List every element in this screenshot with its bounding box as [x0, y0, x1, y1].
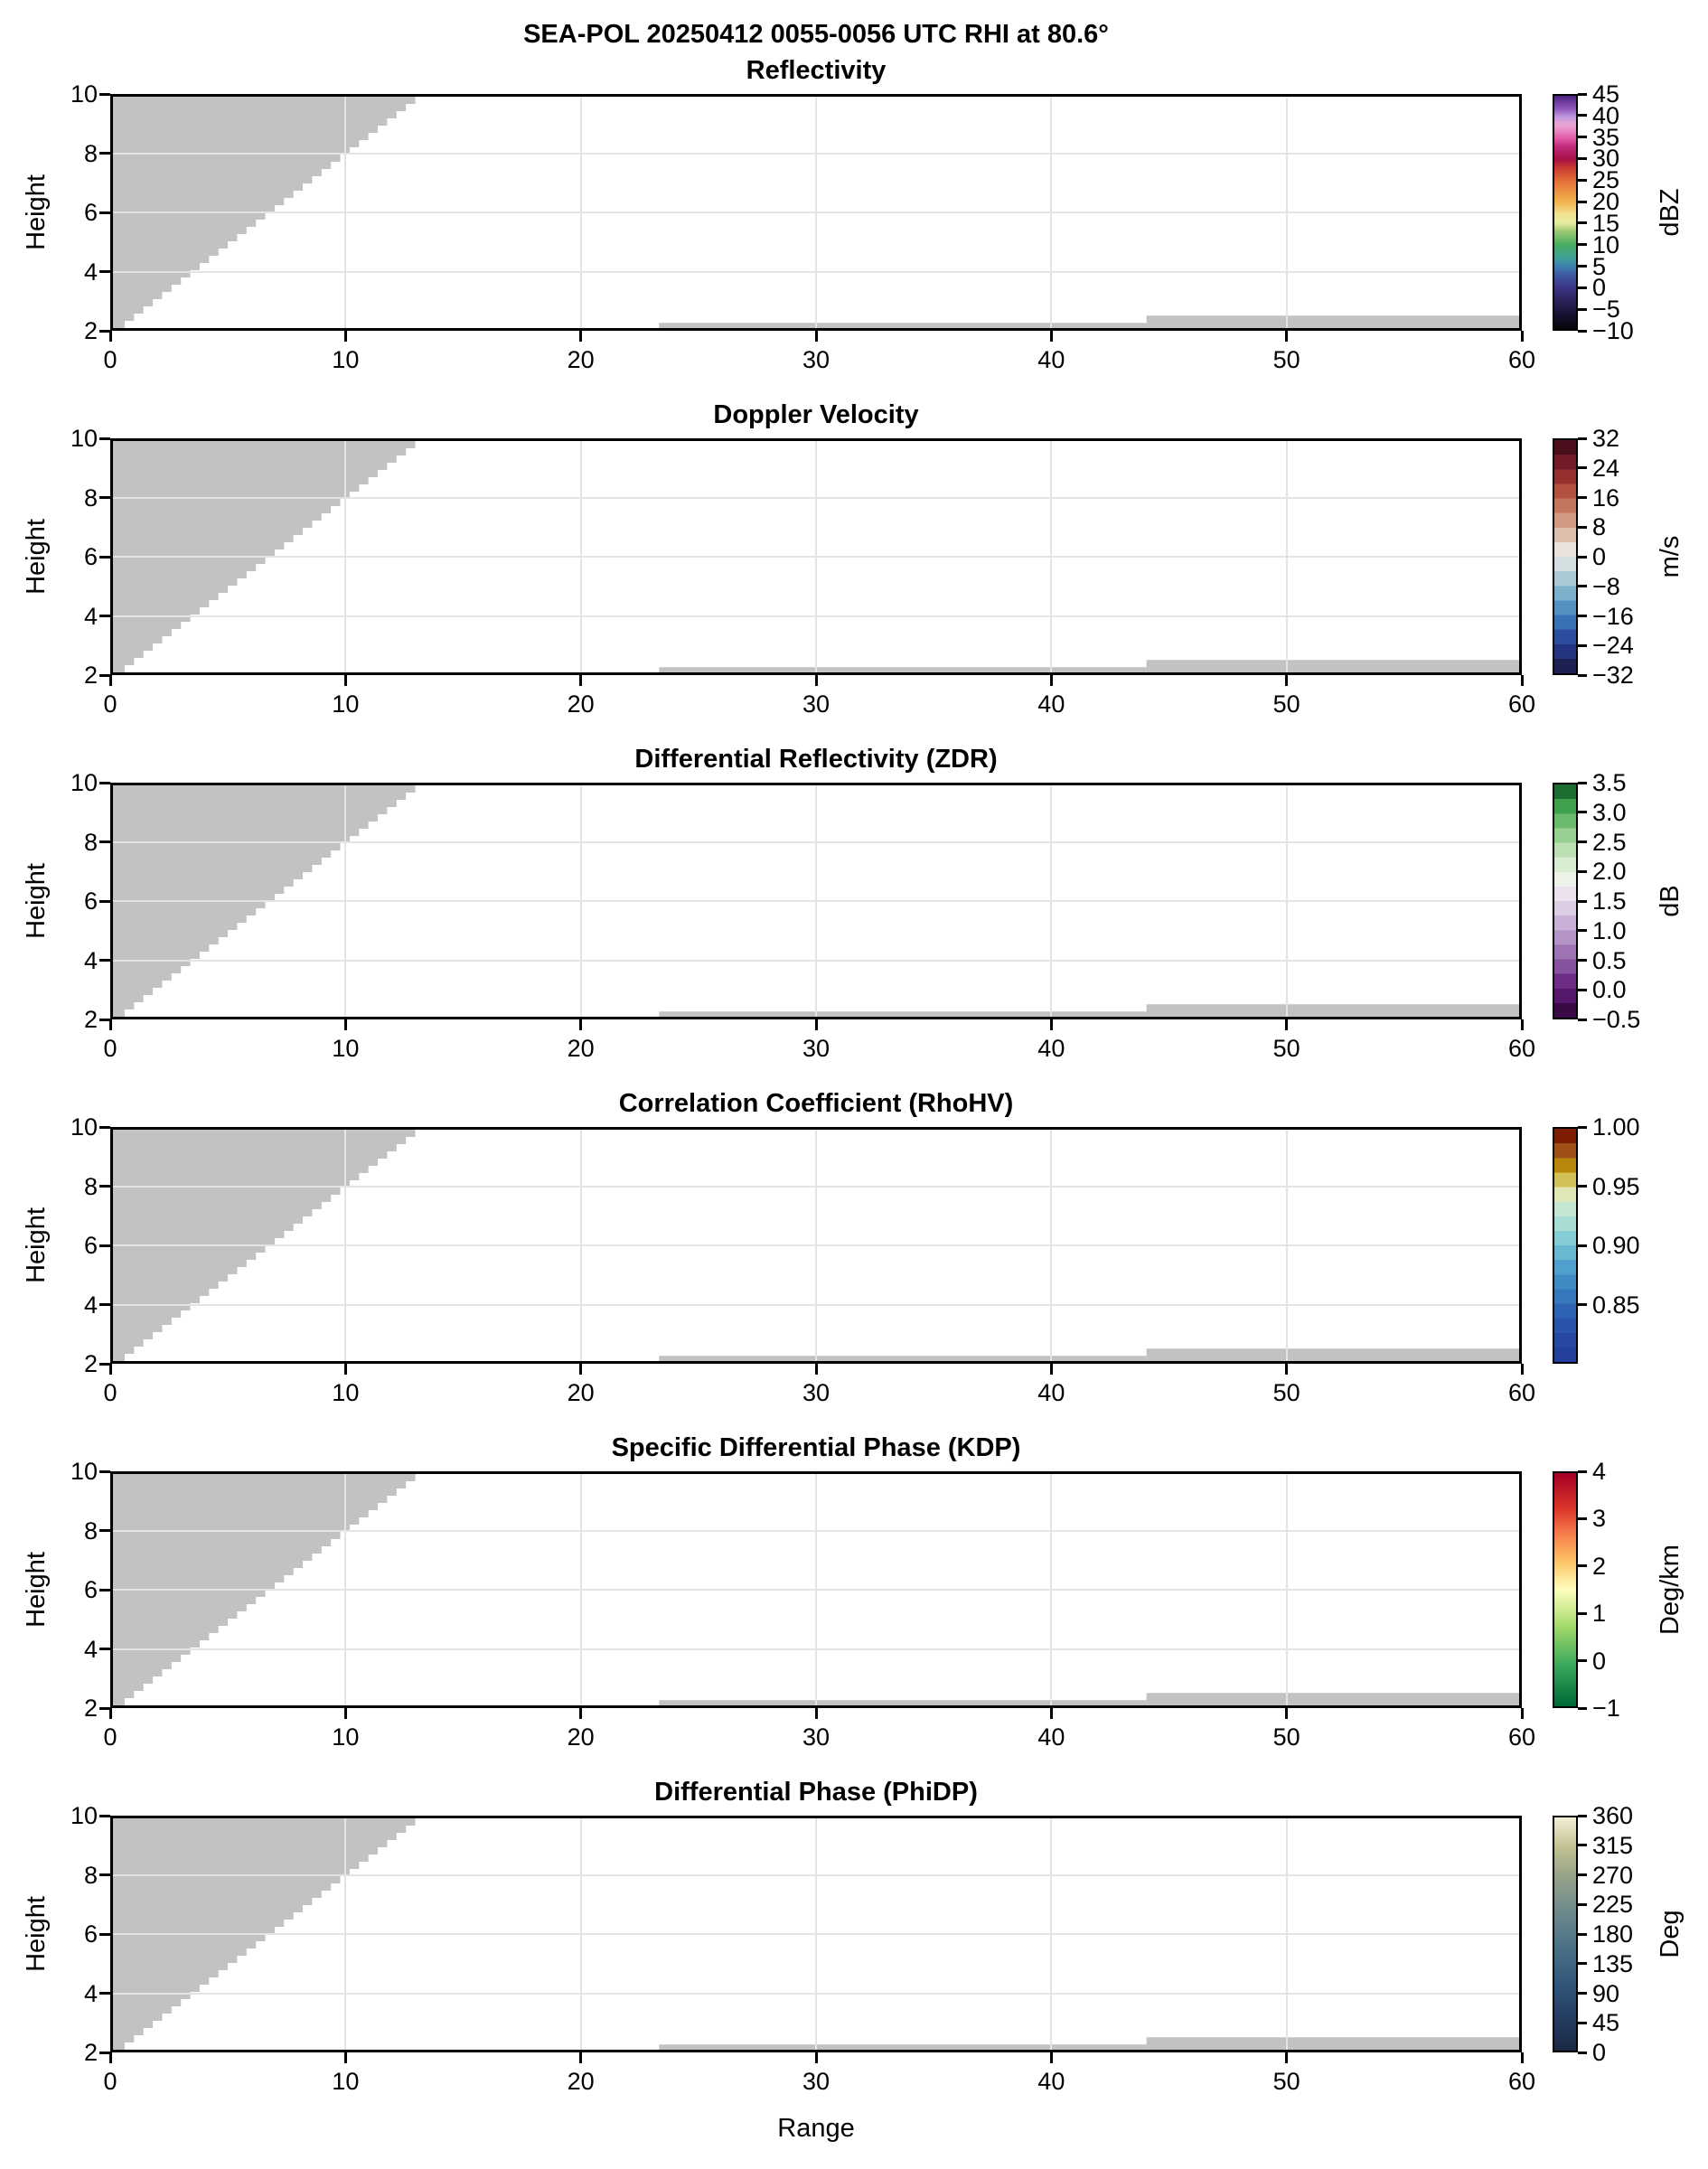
colorbar-tick — [1578, 243, 1587, 246]
y-tick — [99, 1126, 110, 1129]
x-tick-label: 50 — [1272, 2068, 1300, 2095]
x-tick-label: 50 — [1272, 690, 1300, 718]
grid-line-horizontal — [113, 1933, 1519, 1935]
colorbar-tick — [1578, 437, 1587, 440]
x-tick-label: 40 — [1037, 1379, 1065, 1406]
y-tick — [99, 900, 110, 903]
x-tick-label: 10 — [332, 1723, 360, 1751]
y-tick — [99, 1933, 110, 1936]
y-tick-label: 8 — [83, 1516, 98, 1545]
no-data-strip — [659, 1700, 1146, 1705]
x-tick-label: 10 — [332, 346, 360, 373]
x-tick-label: 40 — [1037, 2068, 1065, 2095]
y-tick-label: 10 — [70, 769, 98, 796]
x-tick — [1285, 1708, 1288, 1719]
colorbar-tick-label: 35 — [1592, 123, 1620, 151]
colorbar-tick — [1578, 526, 1587, 529]
colorbar-tick-label: 4 — [1592, 1458, 1607, 1485]
x-tick — [1285, 675, 1288, 686]
panel-title: Differential Reflectivity (ZDR) — [634, 745, 998, 774]
x-tick — [109, 1708, 112, 1719]
no-data-strip — [1147, 2037, 1519, 2050]
x-tick-label: 0 — [103, 1723, 117, 1751]
x-tick-label: 20 — [567, 2068, 595, 2095]
y-tick-label: 6 — [83, 887, 98, 915]
y-tick — [99, 330, 110, 333]
colorbar-tick-label: 1.5 — [1592, 887, 1627, 915]
colorbar-tick — [1578, 959, 1587, 962]
colorbar — [1553, 438, 1578, 675]
colorbar-tick — [1578, 1244, 1587, 1247]
x-tick-label: 60 — [1507, 346, 1536, 373]
x-tick — [344, 1019, 347, 1030]
x-tick-label: 10 — [332, 2068, 360, 2095]
colorbar-tick — [1578, 1612, 1587, 1615]
y-axis-label: Height — [22, 174, 51, 250]
y-tick — [99, 93, 110, 96]
colorbar-tick — [1578, 179, 1587, 182]
x-tick-label: 20 — [567, 346, 595, 373]
grid-line-horizontal — [113, 1530, 1519, 1532]
y-tick — [99, 1873, 110, 1876]
x-tick — [109, 2052, 112, 2063]
x-tick — [579, 2052, 582, 2063]
x-tick-label: 30 — [802, 2068, 831, 2095]
panel-title: Reflectivity — [746, 56, 887, 85]
grid-line-horizontal — [113, 960, 1519, 962]
colorbar-tick — [1578, 1019, 1587, 1021]
x-tick — [1285, 331, 1288, 342]
x-tick-label: 50 — [1272, 1035, 1300, 1062]
colorbar-tick-label: 3.5 — [1592, 769, 1627, 796]
x-tick — [1285, 2052, 1288, 2063]
colorbar-tick — [1578, 615, 1587, 617]
colorbar-tick-label: −24 — [1592, 632, 1634, 660]
colorbar-tick-label: −1 — [1592, 1695, 1620, 1722]
colorbar-tick — [1578, 674, 1587, 677]
colorbar-tick-label: 225 — [1592, 1891, 1634, 1919]
colorbar-tick-label: 180 — [1592, 1920, 1634, 1948]
x-tick-label: 60 — [1507, 690, 1536, 718]
y-axis-label: Height — [22, 1207, 51, 1283]
y-tick-label: 2 — [83, 1695, 98, 1722]
x-tick — [344, 1364, 347, 1375]
colorbar-unit-label: Deg — [1656, 1910, 1685, 1958]
x-tick-label: 30 — [802, 346, 831, 373]
y-tick — [99, 1992, 110, 1995]
x-tick — [1050, 2052, 1053, 2063]
x-tick-label: 0 — [103, 690, 117, 718]
y-tick-label: 8 — [83, 139, 98, 167]
x-tick — [579, 1019, 582, 1030]
colorbar-tick — [1578, 644, 1587, 647]
colorbar-tick — [1578, 782, 1587, 784]
colorbar-tick-label: 135 — [1592, 1949, 1634, 1977]
no-data-strip — [659, 1011, 1146, 1017]
panel-title: Doppler Velocity — [713, 400, 919, 429]
colorbar-tick — [1578, 265, 1587, 268]
no-data-strip — [659, 1356, 1146, 1361]
y-tick — [99, 1185, 110, 1188]
colorbar-tick-label: 0.5 — [1592, 946, 1627, 974]
x-tick — [344, 1708, 347, 1719]
x-tick — [815, 331, 818, 342]
y-tick-label: 6 — [83, 1920, 98, 1948]
grid-line-horizontal — [113, 153, 1519, 155]
x-tick-label: 60 — [1507, 2068, 1536, 2095]
colorbar-tick-label: 24 — [1592, 454, 1620, 482]
colorbar-tick — [1578, 2052, 1587, 2054]
y-tick-label: 10 — [70, 80, 98, 108]
x-tick — [1050, 331, 1053, 342]
grid-line-horizontal — [113, 615, 1519, 617]
x-tick-label: 0 — [103, 1379, 117, 1406]
y-tick-label: 10 — [70, 1458, 98, 1485]
colorbar-tick-label: 45 — [1592, 80, 1620, 108]
colorbar-tick-label: 45 — [1592, 2009, 1620, 2037]
colorbar-tick — [1578, 466, 1587, 469]
grid-line-horizontal — [113, 1304, 1519, 1306]
colorbar-tick — [1578, 1962, 1587, 1965]
x-tick — [109, 1019, 112, 1030]
y-tick — [99, 1303, 110, 1306]
colorbar-tick-label: 0.90 — [1592, 1232, 1640, 1259]
colorbar-tick-label: 3.0 — [1592, 798, 1627, 826]
colorbar-tick — [1578, 556, 1587, 559]
y-tick-label: 2 — [83, 317, 98, 344]
colorbar-tick-label: −32 — [1592, 662, 1634, 689]
colorbar-tick-label: 0 — [1592, 1647, 1607, 1675]
x-tick — [579, 675, 582, 686]
colorbar-unit-label: Deg/km — [1656, 1545, 1685, 1635]
no-data-strip — [659, 667, 1146, 672]
x-tick-label: 10 — [332, 690, 360, 718]
grid-line-horizontal — [113, 497, 1519, 499]
colorbar — [1553, 1127, 1578, 1364]
x-tick-label: 30 — [802, 1379, 831, 1406]
colorbar-tick — [1578, 1873, 1587, 1876]
y-tick-label: 4 — [83, 1635, 98, 1663]
y-tick-label: 8 — [83, 1172, 98, 1200]
x-tick — [344, 331, 347, 342]
colorbar-tick — [1578, 900, 1587, 903]
x-tick — [1521, 675, 1524, 686]
colorbar-tick — [1578, 1185, 1587, 1188]
colorbar-tick-label: 0.0 — [1592, 976, 1627, 1004]
y-tick-label: 8 — [83, 1861, 98, 1889]
x-tick-label: 40 — [1037, 1723, 1065, 1751]
x-tick-label: 60 — [1507, 1035, 1536, 1062]
y-tick — [99, 1707, 110, 1710]
colorbar — [1553, 783, 1578, 1019]
x-tick — [1050, 675, 1053, 686]
y-tick — [99, 782, 110, 784]
colorbar-tick-label: 30 — [1592, 145, 1620, 173]
no-data-strip — [1147, 1348, 1519, 1361]
x-tick — [579, 1708, 582, 1719]
x-tick — [109, 675, 112, 686]
y-tick — [99, 152, 110, 155]
y-tick — [99, 211, 110, 214]
no-data-strip — [1147, 1693, 1519, 1705]
colorbar-tick-label: 10 — [1592, 230, 1620, 258]
no-data-strip — [1147, 315, 1519, 328]
y-tick-label: 4 — [83, 946, 98, 974]
grid-line-horizontal — [113, 1186, 1519, 1188]
colorbar-tick-label: 0 — [1592, 543, 1607, 570]
x-tick — [1050, 1019, 1053, 1030]
colorbar-tick-label: 40 — [1592, 101, 1620, 129]
x-tick — [815, 1019, 818, 1030]
x-tick — [1521, 1364, 1524, 1375]
colorbar-tick-label: 270 — [1592, 1861, 1634, 1889]
grid-line-horizontal — [113, 556, 1519, 558]
x-tick — [1521, 331, 1524, 342]
grid-line-horizontal — [113, 211, 1519, 213]
x-tick — [1521, 2052, 1524, 2063]
colorbar — [1553, 94, 1578, 331]
x-tick-label: 30 — [802, 1035, 831, 1062]
colorbar-tick-label: 0 — [1592, 274, 1607, 302]
colorbar-tick-label: 8 — [1592, 513, 1607, 541]
colorbar-tick-label: 15 — [1592, 209, 1620, 237]
colorbar-tick — [1578, 136, 1587, 138]
y-tick-label: 10 — [70, 1802, 98, 1829]
colorbar-tick-label: 0.85 — [1592, 1291, 1640, 1319]
y-tick-label: 6 — [83, 1576, 98, 1603]
x-tick-label: 30 — [802, 1723, 831, 1751]
colorbar-tick-label: 2.5 — [1592, 828, 1627, 856]
colorbar-tick — [1578, 989, 1587, 991]
x-tick — [109, 331, 112, 342]
y-tick-label: 4 — [83, 258, 98, 286]
y-tick — [99, 1815, 110, 1817]
figure-title: SEA-POL 20250412 0055-0056 UTC RHI at 80.6° — [523, 20, 1109, 49]
x-tick-label: 20 — [567, 1723, 595, 1751]
colorbar-tick-label: 2.0 — [1592, 858, 1627, 886]
colorbar-tick-label: −16 — [1592, 602, 1634, 630]
y-axis-label: Height — [22, 519, 51, 595]
y-tick-label: 6 — [83, 543, 98, 570]
colorbar-tick — [1578, 840, 1587, 843]
x-tick — [1521, 1708, 1524, 1719]
x-tick-label: 10 — [332, 1035, 360, 1062]
colorbar-tick — [1578, 1815, 1587, 1817]
colorbar-tick — [1578, 1126, 1587, 1129]
x-tick-label: 50 — [1272, 346, 1300, 373]
colorbar-unit-label: dB — [1656, 885, 1685, 917]
colorbar — [1553, 1816, 1578, 2052]
x-tick — [1521, 1019, 1524, 1030]
colorbar-tick — [1578, 114, 1587, 117]
y-axis-label: Height — [22, 1552, 51, 1628]
y-tick-label: 4 — [83, 1979, 98, 2007]
y-tick — [99, 1470, 110, 1473]
colorbar-tick — [1578, 201, 1587, 203]
panel-title: Differential Phase (PhiDP) — [654, 1778, 978, 1807]
panel-title: Correlation Coefficient (RhoHV) — [618, 1089, 1014, 1118]
colorbar-tick — [1578, 1303, 1587, 1306]
y-tick — [99, 840, 110, 843]
colorbar-tick-label: −8 — [1592, 572, 1620, 600]
y-tick-label: 8 — [83, 828, 98, 856]
y-tick-label: 4 — [83, 602, 98, 630]
colorbar-tick-label: 32 — [1592, 425, 1620, 452]
colorbar-tick — [1578, 811, 1587, 813]
y-tick — [99, 959, 110, 962]
x-tick — [1050, 1708, 1053, 1719]
colorbar-tick-label: −5 — [1592, 296, 1620, 324]
x-tick-label: 50 — [1272, 1379, 1300, 1406]
colorbar-tick-label: 0.95 — [1592, 1172, 1640, 1200]
y-tick-label: 6 — [83, 1232, 98, 1259]
colorbar-tick — [1578, 1517, 1587, 1520]
y-axis-label: Height — [22, 863, 51, 939]
colorbar-tick — [1578, 1564, 1587, 1567]
colorbar-tick-label: 1 — [1592, 1600, 1607, 1628]
x-axis-label: Range — [777, 2114, 855, 2143]
y-tick — [99, 615, 110, 617]
colorbar-tick — [1578, 1933, 1587, 1936]
y-tick — [99, 1244, 110, 1247]
colorbar-tick — [1578, 929, 1587, 932]
x-tick — [1285, 1019, 1288, 1030]
colorbar-tick — [1578, 93, 1587, 96]
x-tick — [815, 1364, 818, 1375]
x-tick — [1285, 1364, 1288, 1375]
colorbar-tick-label: 90 — [1592, 1979, 1620, 2007]
colorbar-tick — [1578, 308, 1587, 311]
x-tick — [579, 1364, 582, 1375]
y-tick — [99, 1529, 110, 1532]
colorbar-tick — [1578, 1903, 1587, 1906]
colorbar-tick-label: 315 — [1592, 1831, 1634, 1859]
y-tick-label: 2 — [83, 662, 98, 689]
y-tick — [99, 437, 110, 440]
y-tick — [99, 2052, 110, 2054]
colorbar-tick — [1578, 2022, 1587, 2024]
colorbar-tick-label: 1.00 — [1592, 1113, 1640, 1141]
x-tick-label: 30 — [802, 690, 831, 718]
colorbar-unit-label: m/s — [1656, 535, 1685, 578]
colorbar-tick — [1578, 221, 1587, 224]
colorbar-tick-label: 5 — [1592, 252, 1607, 280]
x-tick-label: 20 — [567, 1035, 595, 1062]
colorbar-tick — [1578, 330, 1587, 333]
y-tick-label: 6 — [83, 199, 98, 226]
colorbar-tick — [1578, 157, 1587, 160]
colorbar-tick-label: −0.5 — [1592, 1006, 1641, 1033]
x-tick — [815, 1708, 818, 1719]
x-tick-label: 20 — [567, 690, 595, 718]
colorbar-tick-label: 16 — [1592, 484, 1620, 512]
no-data-strip — [1147, 660, 1519, 672]
colorbar-tick-label: 2 — [1592, 1552, 1607, 1580]
x-tick-label: 40 — [1037, 690, 1065, 718]
colorbar-tick — [1578, 1470, 1587, 1473]
panel-title: Specific Differential Phase (KDP) — [611, 1433, 1021, 1462]
grid-line-horizontal — [113, 271, 1519, 273]
no-data-strip — [659, 2044, 1146, 2050]
x-tick-label: 0 — [103, 2068, 117, 2095]
x-tick-label: 0 — [103, 1035, 117, 1062]
colorbar-tick — [1578, 870, 1587, 873]
colorbar-tick — [1578, 1659, 1587, 1662]
grid-line-horizontal — [113, 1648, 1519, 1650]
colorbar-tick-label: 0 — [1592, 2039, 1607, 2066]
x-tick-label: 20 — [567, 1379, 595, 1406]
y-tick-label: 2 — [83, 1006, 98, 1033]
colorbar-tick — [1578, 1707, 1587, 1710]
colorbar-tick-label: 3 — [1592, 1505, 1607, 1533]
x-tick — [109, 1364, 112, 1375]
y-tick-label: 10 — [70, 425, 98, 452]
x-tick — [815, 675, 818, 686]
x-tick-label: 10 — [332, 1379, 360, 1406]
y-tick — [99, 1648, 110, 1650]
y-tick — [99, 270, 110, 273]
colorbar-tick-label: 1.0 — [1592, 916, 1627, 944]
y-axis-label: Height — [22, 1896, 51, 1972]
colorbar-tick-label: 25 — [1592, 166, 1620, 194]
grid-line-horizontal — [113, 1993, 1519, 1995]
grid-line-horizontal — [113, 1874, 1519, 1876]
grid-line-horizontal — [113, 1589, 1519, 1591]
grid-line-horizontal — [113, 1244, 1519, 1246]
colorbar — [1553, 1471, 1578, 1708]
x-tick — [1050, 1364, 1053, 1375]
no-data-strip — [659, 323, 1146, 328]
x-tick-label: 0 — [103, 346, 117, 373]
x-tick-label: 50 — [1272, 1723, 1300, 1751]
grid-line-horizontal — [113, 841, 1519, 843]
y-tick-label: 4 — [83, 1291, 98, 1319]
colorbar-tick — [1578, 286, 1587, 289]
colorbar-unit-label: dBZ — [1656, 188, 1685, 237]
y-tick-label: 8 — [83, 484, 98, 512]
y-tick — [99, 1589, 110, 1592]
colorbar-tick-label: 20 — [1592, 188, 1620, 216]
x-tick-label: 40 — [1037, 1035, 1065, 1062]
x-tick — [815, 2052, 818, 2063]
y-tick — [99, 1019, 110, 1021]
y-tick-label: 2 — [83, 1350, 98, 1377]
colorbar-tick — [1578, 496, 1587, 499]
colorbar-tick — [1578, 1844, 1587, 1846]
no-data-strip — [1147, 1004, 1519, 1017]
colorbar-tick — [1578, 585, 1587, 587]
y-tick — [99, 1363, 110, 1366]
x-tick-label: 60 — [1507, 1379, 1536, 1406]
y-tick-label: 2 — [83, 2039, 98, 2066]
y-tick-label: 10 — [70, 1113, 98, 1141]
x-tick-label: 60 — [1507, 1723, 1536, 1751]
x-tick — [344, 2052, 347, 2063]
y-tick — [99, 496, 110, 499]
grid-line-horizontal — [113, 900, 1519, 902]
y-tick — [99, 674, 110, 677]
colorbar-tick-label: −10 — [1592, 317, 1634, 344]
colorbar-tick — [1578, 1992, 1587, 1995]
x-tick-label: 40 — [1037, 346, 1065, 373]
y-tick — [99, 556, 110, 559]
x-tick — [344, 675, 347, 686]
x-tick — [579, 331, 582, 342]
colorbar-tick-label: 360 — [1592, 1802, 1634, 1829]
